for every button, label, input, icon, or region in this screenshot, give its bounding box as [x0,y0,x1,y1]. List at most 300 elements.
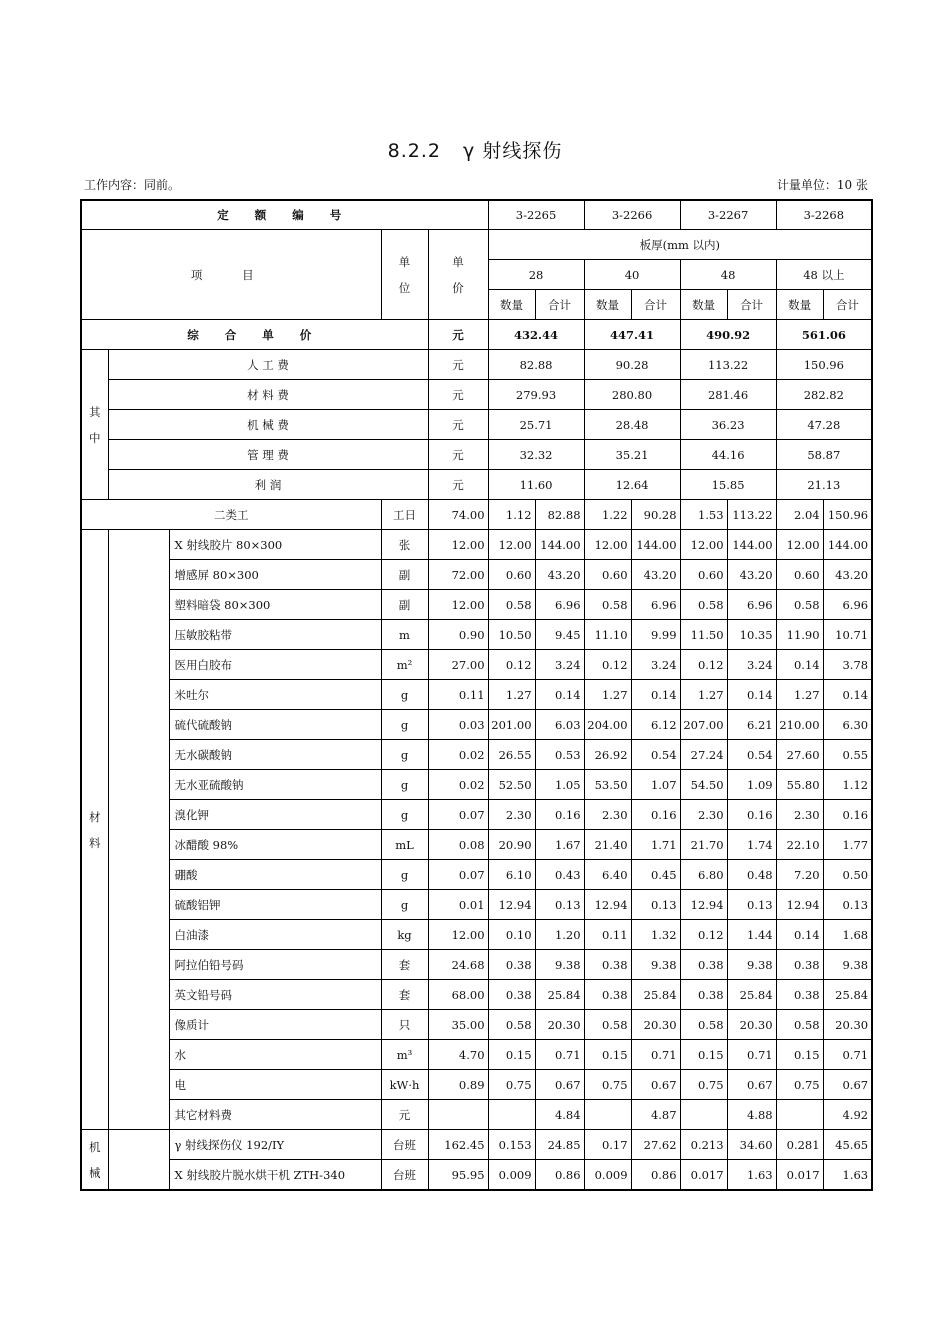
materials-qty: 0.15 [776,1040,823,1070]
machinery-label [81,1130,108,1191]
materials-qty: 0.38 [488,980,535,1010]
breakdown-value: 28.48 [584,410,680,440]
materials-qty: 0.38 [776,950,823,980]
materials-unit: mL [381,830,428,860]
materials-price: 0.02 [428,770,488,800]
materials-qty: 6.40 [584,860,631,890]
price-header-line2: 价 [452,280,464,295]
materials-sum: 0.14 [631,680,680,710]
materials-sum: 4.88 [727,1100,776,1130]
materials-sum: 43.20 [631,560,680,590]
machinery-qty: 0.213 [680,1130,727,1160]
materials-sum: 0.16 [535,800,584,830]
materials-qty: 2.30 [584,800,631,830]
materials-qty: 0.58 [680,1010,727,1040]
materials-name: 米吐尔 [169,680,381,710]
labor-qty: 1.12 [488,500,535,530]
breakdown-name: 机 械 费 [108,410,428,440]
materials-unit: kg [381,920,428,950]
materials-qty: 210.00 [776,710,823,740]
materials-unit: m² [381,650,428,680]
materials-row [81,860,872,890]
materials-sum: 4.87 [631,1100,680,1130]
materials-row [81,830,872,860]
materials-unit: g [381,890,428,920]
breakdown-unit: 元 [428,380,488,410]
labor-sum: 150.96 [823,500,872,530]
materials-sum: 6.96 [631,590,680,620]
materials-sum: 43.20 [823,560,872,590]
breakdown-unit: 元 [428,470,488,500]
materials-sum: 0.71 [823,1040,872,1070]
materials-sum: 0.67 [823,1070,872,1100]
materials-qty: 0.58 [776,1010,823,1040]
materials-qty: 12.00 [488,530,535,560]
materials-unit: m [381,620,428,650]
materials-sum: 6.96 [727,590,776,620]
machinery-qty: 0.17 [584,1130,631,1160]
materials-unit: 套 [381,950,428,980]
materials-qty [680,1100,727,1130]
materials-sum: 6.30 [823,710,872,740]
breakdown-unit: 元 [428,410,488,440]
machinery-sum: 34.60 [727,1130,776,1160]
quota-table [80,199,873,1191]
materials-unit: 张 [381,530,428,560]
materials-unit: 元 [381,1100,428,1130]
materials-name: 无水亚硫酸钠 [169,770,381,800]
materials-price: 12.00 [428,590,488,620]
sum-header: 合计 [535,290,584,320]
qty-header: 数量 [776,290,823,320]
machinery-unit: 台班 [381,1130,428,1160]
materials-qty: 0.38 [680,980,727,1010]
thickness-value: 48 以上 [776,260,872,290]
materials-sum: 25.84 [823,980,872,1010]
materials-row [81,1010,872,1040]
section-number: 8.2.2 [387,140,442,162]
materials-sum: 0.50 [823,860,872,890]
breakdown-name: 材 料 费 [108,380,428,410]
machinery-unit: 台班 [381,1160,428,1191]
breakdown-name: 利 润 [108,470,428,500]
materials-label-line2: 料 [89,835,101,850]
materials-sum: 144.00 [727,530,776,560]
materials-blank-cell [108,530,169,1130]
materials-sum: 9.45 [535,620,584,650]
materials-name: 电 [169,1070,381,1100]
breakdown-value: 282.82 [776,380,872,410]
materials-qty: 0.38 [488,950,535,980]
composite-value: 490.92 [680,320,776,350]
materials-qty: 0.58 [680,590,727,620]
materials-row [81,740,872,770]
machinery-qty: 0.017 [776,1160,823,1191]
materials-sum: 1.09 [727,770,776,800]
materials-unit: g [381,770,428,800]
materials-qty: 0.15 [680,1040,727,1070]
unit-header-line2: 位 [398,280,411,295]
materials-sum: 0.16 [727,800,776,830]
labor-qty: 1.53 [680,500,727,530]
materials-name: X 射线胶片 80×300 [169,530,381,560]
materials-row [81,1040,872,1070]
materials-qty: 21.40 [584,830,631,860]
materials-qty: 1.27 [584,680,631,710]
materials-qty: 12.94 [680,890,727,920]
materials-name: 增感屏 80×300 [169,560,381,590]
materials-sum: 6.96 [823,590,872,620]
materials-qty: 2.30 [488,800,535,830]
materials-price: 0.07 [428,860,488,890]
materials-qty: 53.50 [584,770,631,800]
materials-sum: 0.13 [535,890,584,920]
composite-unit: 元 [428,320,488,350]
materials-qty: 2.30 [680,800,727,830]
composite-value: 447.41 [584,320,680,350]
materials-sum: 0.67 [535,1070,584,1100]
breakdown-value: 12.64 [584,470,680,500]
breakdown-value: 58.87 [776,440,872,470]
materials-unit: kW·h [381,1070,428,1100]
materials-name: 冰醋酸 98% [169,830,381,860]
materials-qty: 0.58 [488,1010,535,1040]
labor-name: 二类工 [81,500,381,530]
materials-row [81,950,872,980]
materials-unit: 只 [381,1010,428,1040]
machinery-qty: 0.009 [488,1160,535,1191]
materials-sum: 1.20 [535,920,584,950]
materials-sum: 3.24 [727,650,776,680]
materials-qty [776,1100,823,1130]
materials-name: 硫酸铝钾 [169,890,381,920]
materials-sum: 0.54 [727,740,776,770]
materials-price: 0.11 [428,680,488,710]
materials-qty: 22.10 [776,830,823,860]
section-title: γ 射线探伤 [463,140,563,162]
materials-name: 硼酸 [169,860,381,890]
materials-sum: 0.13 [823,890,872,920]
materials-qty: 54.50 [680,770,727,800]
breakdown-value: 11.60 [488,470,584,500]
materials-row [81,710,872,740]
among-label-line2: 中 [89,430,101,445]
materials-qty: 1.27 [776,680,823,710]
materials-sum: 9.38 [631,950,680,980]
quota-code: 3-2268 [776,200,872,230]
breakdown-value: 90.28 [584,350,680,380]
breakdown-unit: 元 [428,440,488,470]
quota-code: 3-2266 [584,200,680,230]
materials-sum: 6.03 [535,710,584,740]
materials-qty: 1.27 [680,680,727,710]
breakdown-unit: 元 [428,350,488,380]
materials-sum: 0.48 [727,860,776,890]
unit-of-measure: 计量单位：10 张 [776,178,868,192]
materials-sum: 0.67 [727,1070,776,1100]
materials-unit: 套 [381,980,428,1010]
machinery-sum: 0.86 [535,1160,584,1191]
breakdown-value: 47.28 [776,410,872,440]
breakdown-value: 82.88 [488,350,584,380]
materials-price: 0.01 [428,890,488,920]
materials-price: 68.00 [428,980,488,1010]
composite-value: 561.06 [776,320,872,350]
materials-sum: 1.67 [535,830,584,860]
materials-name: 其它材料费 [169,1100,381,1130]
materials-qty [488,1100,535,1130]
unit-header [381,230,428,320]
machinery-sum: 1.63 [823,1160,872,1191]
materials-sum: 1.74 [727,830,776,860]
materials-qty: 2.30 [776,800,823,830]
materials-sum: 0.16 [823,800,872,830]
materials-row [81,530,872,560]
materials-label [81,530,108,1130]
materials-price: 35.00 [428,1010,488,1040]
qty-header: 数量 [584,290,631,320]
materials-name: 压敏胶粘带 [169,620,381,650]
materials-qty: 52.50 [488,770,535,800]
materials-sum: 0.16 [631,800,680,830]
materials-sum: 0.53 [535,740,584,770]
materials-qty: 0.12 [584,650,631,680]
labor-sum: 90.28 [631,500,680,530]
materials-sum: 20.30 [631,1010,680,1040]
materials-name: 像质计 [169,1010,381,1040]
materials-row [81,890,872,920]
materials-qty: 0.38 [776,980,823,1010]
materials-sum: 0.45 [631,860,680,890]
materials-qty: 207.00 [680,710,727,740]
thickness-value: 40 [584,260,680,290]
materials-sum: 10.35 [727,620,776,650]
thickness-value: 28 [488,260,584,290]
materials-sum: 0.71 [631,1040,680,1070]
materials-name: 硫代硫酸钠 [169,710,381,740]
materials-qty: 6.80 [680,860,727,890]
materials-sum: 0.54 [631,740,680,770]
materials-qty: 0.14 [776,920,823,950]
composite-label: 综 合 单 价 [81,320,428,350]
breakdown-value: 281.46 [680,380,776,410]
materials-unit: g [381,860,428,890]
materials-price: 0.02 [428,740,488,770]
item-label: 项 目 [81,230,381,320]
materials-qty: 0.58 [584,1010,631,1040]
materials-qty: 11.50 [680,620,727,650]
materials-sum: 25.84 [535,980,584,1010]
materials-qty: 0.15 [584,1040,631,1070]
composite-price-row [81,320,872,350]
machinery-sum: 24.85 [535,1130,584,1160]
machinery-sum: 0.86 [631,1160,680,1191]
materials-sum: 1.44 [727,920,776,950]
materials-qty: 12.94 [584,890,631,920]
materials-unit: g [381,680,428,710]
thickness-value: 48 [680,260,776,290]
materials-qty: 0.58 [584,590,631,620]
materials-sum: 0.14 [823,680,872,710]
materials-price: 24.68 [428,950,488,980]
price-header-line1: 单 [452,254,464,269]
materials-row [81,770,872,800]
materials-qty: 0.10 [488,920,535,950]
machinery-label-line2: 械 [89,1165,101,1180]
machinery-qty: 0.017 [680,1160,727,1191]
breakdown-value: 113.22 [680,350,776,380]
materials-unit: m³ [381,1040,428,1070]
materials-qty: 20.90 [488,830,535,860]
machinery-sum: 45.65 [823,1130,872,1160]
materials-name: 无水碳酸钠 [169,740,381,770]
qty-header: 数量 [680,290,727,320]
breakdown-value: 36.23 [680,410,776,440]
materials-name: 阿拉伯铅号码 [169,950,381,980]
materials-sum: 10.71 [823,620,872,650]
composite-value: 432.44 [488,320,584,350]
labor-qty: 1.22 [584,500,631,530]
materials-sum: 0.55 [823,740,872,770]
materials-sum: 4.84 [535,1100,584,1130]
materials-sum: 20.30 [727,1010,776,1040]
materials-sum: 1.68 [823,920,872,950]
materials-qty: 0.60 [488,560,535,590]
breakdown-value: 25.71 [488,410,584,440]
materials-name: 塑料暗袋 80×300 [169,590,381,620]
materials-qty: 204.00 [584,710,631,740]
breakdown-name: 人 工 费 [108,350,428,380]
machinery-price: 95.95 [428,1160,488,1191]
machinery-qty: 0.281 [776,1130,823,1160]
breakdown-row [81,470,872,500]
materials-name: 白油漆 [169,920,381,950]
sum-header: 合计 [727,290,776,320]
materials-qty: 0.75 [680,1070,727,1100]
quota-code: 3-2267 [680,200,776,230]
breakdown-value: 21.13 [776,470,872,500]
materials-sum: 3.24 [535,650,584,680]
materials-qty: 0.12 [488,650,535,680]
materials-sum: 0.67 [631,1070,680,1100]
labor-sum: 82.88 [535,500,584,530]
price-header [428,230,488,320]
materials-sum: 1.07 [631,770,680,800]
materials-qty: 27.24 [680,740,727,770]
work-content: 工作内容：同前。 [84,178,181,192]
machinery-sum: 27.62 [631,1130,680,1160]
materials-unit: 副 [381,590,428,620]
materials-row [81,560,872,590]
materials-sum: 6.96 [535,590,584,620]
breakdown-row [81,440,872,470]
materials-sum: 0.71 [535,1040,584,1070]
materials-qty: 12.00 [776,530,823,560]
breakdown-row [81,410,872,440]
qty-header: 数量 [488,290,535,320]
machinery-blank-cell [108,1130,169,1191]
materials-unit: 副 [381,560,428,590]
materials-name: 溴化钾 [169,800,381,830]
materials-unit: g [381,800,428,830]
labor-qty: 2.04 [776,500,823,530]
breakdown-name: 管 理 费 [108,440,428,470]
among-label-line1: 其 [89,404,101,419]
thickness-label: 板厚(mm 以内) [488,230,872,260]
materials-sum: 9.38 [823,950,872,980]
materials-name: 水 [169,1040,381,1070]
machinery-qty: 0.009 [584,1160,631,1191]
materials-row [81,1070,872,1100]
breakdown-value: 44.16 [680,440,776,470]
machinery-sum: 1.63 [727,1160,776,1191]
page-title [0,136,950,163]
materials-qty: 0.58 [776,590,823,620]
materials-qty: 12.00 [680,530,727,560]
breakdown-value: 279.93 [488,380,584,410]
materials-price: 12.00 [428,920,488,950]
materials-unit: g [381,740,428,770]
materials-price: 0.07 [428,800,488,830]
materials-qty: 0.75 [584,1070,631,1100]
materials-sum: 144.00 [823,530,872,560]
materials-qty: 1.27 [488,680,535,710]
materials-sum: 0.13 [727,890,776,920]
materials-sum: 6.21 [727,710,776,740]
materials-sum: 1.05 [535,770,584,800]
quota-code: 3-2265 [488,200,584,230]
breakdown-row [81,350,872,380]
materials-sum: 144.00 [631,530,680,560]
materials-price: 4.70 [428,1040,488,1070]
materials-qty: 201.00 [488,710,535,740]
materials-sum: 0.71 [727,1040,776,1070]
materials-qty: 0.60 [584,560,631,590]
materials-qty: 0.60 [680,560,727,590]
materials-price: 0.89 [428,1070,488,1100]
sum-header: 合计 [823,290,872,320]
breakdown-value: 150.96 [776,350,872,380]
breakdown-value: 32.32 [488,440,584,470]
labor-price: 74.00 [428,500,488,530]
materials-qty: 27.60 [776,740,823,770]
materials-sum: 25.84 [727,980,776,1010]
materials-row [81,920,872,950]
materials-qty: 0.38 [584,980,631,1010]
materials-qty: 0.60 [776,560,823,590]
materials-sum: 1.32 [631,920,680,950]
materials-qty: 26.55 [488,740,535,770]
materials-qty: 21.70 [680,830,727,860]
materials-sum: 4.92 [823,1100,872,1130]
materials-qty: 7.20 [776,860,823,890]
materials-qty: 0.11 [584,920,631,950]
materials-price: 12.00 [428,530,488,560]
materials-qty: 55.80 [776,770,823,800]
materials-row [81,620,872,650]
materials-sum: 0.43 [535,860,584,890]
materials-sum: 9.99 [631,620,680,650]
materials-price [428,1100,488,1130]
materials-qty: 0.15 [488,1040,535,1070]
materials-qty: 12.00 [584,530,631,560]
materials-row [81,680,872,710]
materials-sum: 9.38 [535,950,584,980]
materials-sum: 0.13 [631,890,680,920]
materials-sum: 1.71 [631,830,680,860]
materials-price: 0.90 [428,620,488,650]
materials-sum: 43.20 [535,560,584,590]
